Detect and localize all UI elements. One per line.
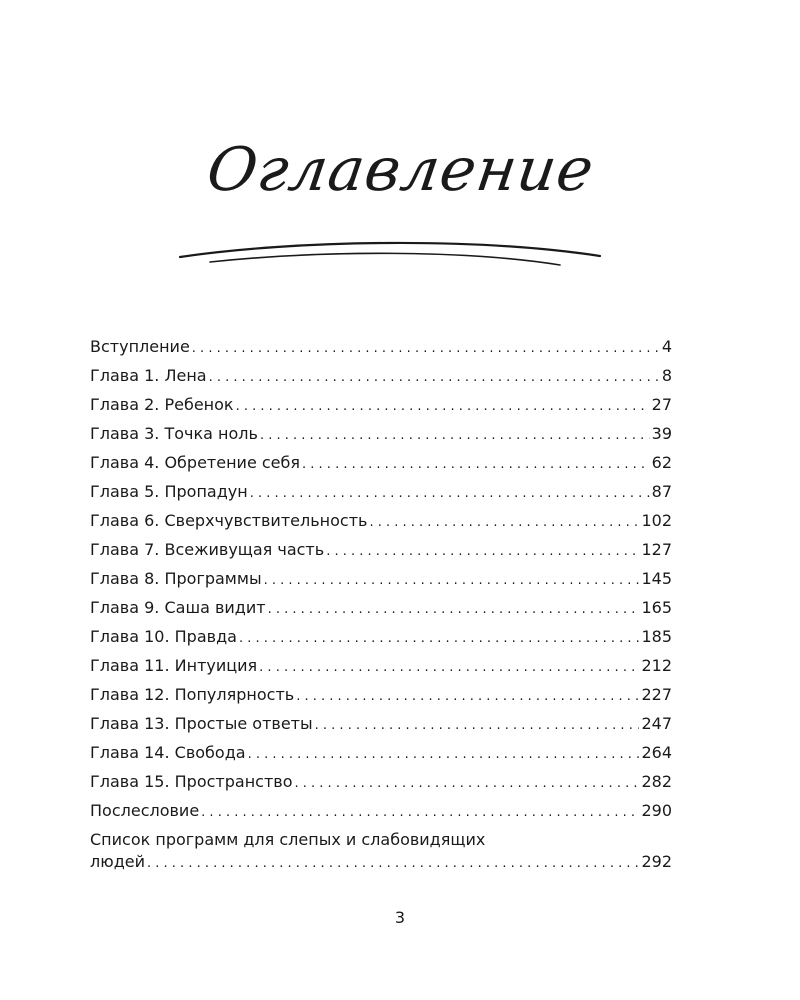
toc-item[interactable] — [90, 709, 672, 738]
toc-item[interactable] — [90, 448, 672, 477]
toc-item-label: Послесловие — [90, 801, 200, 820]
toc-item-page: 145 — [641, 569, 672, 588]
toc-item[interactable] — [90, 796, 672, 825]
toc-item-label: Глава 13. Простые ответы — [90, 714, 313, 733]
toc-item-label: Глава 4. Обретение себя — [90, 453, 301, 472]
dot-leader — [236, 390, 650, 421]
toc-item[interactable] — [90, 506, 672, 535]
dot-leader — [201, 796, 639, 827]
toc-item-label-line1: Список программ для слепых и слабовидящих — [90, 830, 486, 849]
page-number: 3 — [394, 908, 406, 927]
toc-item-label: Глава 5. Пропадун — [90, 482, 248, 501]
dot-leader — [315, 709, 640, 740]
toc-item-label: Глава 10. Правда — [90, 627, 237, 646]
toc-item[interactable] — [90, 419, 672, 448]
toc-item-page: 87 — [651, 482, 672, 501]
toc-item-label: Вступление — [90, 337, 190, 356]
dot-leader — [295, 767, 640, 798]
toc-item-page: 39 — [651, 424, 672, 443]
toc-item-page: 102 — [641, 511, 672, 530]
toc-item[interactable] — [90, 361, 672, 390]
toc-item[interactable] — [90, 829, 672, 875]
toc-item-label: Глава 9. Саша видит — [90, 598, 266, 617]
dot-leader — [259, 651, 639, 682]
dot-leader — [264, 564, 640, 595]
toc-item-label: Глава 11. Интуиция — [90, 656, 258, 675]
toc-item-label: Глава 6. Сверхчувствительность — [90, 511, 368, 530]
toc-item[interactable] — [90, 680, 672, 709]
toc-item-label: Глава 3. Точка ноль — [90, 424, 258, 443]
toc-item[interactable] — [90, 767, 672, 796]
page-title: Оглавление — [202, 135, 599, 205]
dot-leader — [260, 419, 650, 450]
dot-leader — [248, 738, 640, 769]
dot-leader — [369, 506, 639, 537]
toc-item-label: Глава 12. Популярность — [90, 685, 295, 704]
toc-item-page: 165 — [641, 598, 672, 617]
toc-item[interactable] — [90, 332, 672, 361]
dot-leader — [192, 332, 660, 363]
toc-item[interactable] — [90, 593, 672, 622]
toc-item-page: 212 — [641, 656, 672, 675]
toc-item-label: Глава 2. Ребенок — [90, 395, 234, 414]
decorative-swash — [175, 232, 605, 272]
dot-leader — [326, 535, 639, 566]
toc-item-label-line2-row — [90, 851, 672, 875]
toc-item-label: Глава 15. Пространство — [90, 772, 293, 791]
toc-item-page: 282 — [641, 772, 672, 791]
toc-item-page: 264 — [641, 743, 672, 762]
toc-item[interactable] — [90, 651, 672, 680]
toc-item-page: 27 — [651, 395, 672, 414]
toc-item[interactable] — [90, 738, 672, 767]
dot-leader — [239, 622, 640, 653]
toc-item-label: Глава 14. Свобода — [90, 743, 246, 762]
toc-item-page: 4 — [661, 337, 672, 356]
toc-item-page: 290 — [641, 801, 672, 820]
toc-item-page: 227 — [641, 685, 672, 704]
dot-leader — [250, 477, 650, 508]
dot-leader — [268, 593, 640, 624]
table-of-contents — [90, 332, 672, 875]
toc-item-page: 247 — [641, 714, 672, 733]
toc-item-page: 292 — [641, 852, 672, 871]
toc-item[interactable] — [90, 390, 672, 419]
toc-item-page: 8 — [661, 366, 672, 385]
dot-leader — [147, 851, 639, 875]
toc-item-page: 62 — [651, 453, 672, 472]
toc-item[interactable] — [90, 535, 672, 564]
dot-leader — [209, 361, 660, 392]
toc-item-label: Глава 8. Программы — [90, 569, 262, 588]
toc-item-label: Глава 7. Всеживущая часть — [90, 540, 325, 559]
toc-item[interactable] — [90, 564, 672, 593]
toc-item-label: Глава 1. Лена — [90, 366, 207, 385]
dot-leader — [302, 448, 650, 479]
toc-item[interactable] — [90, 622, 672, 651]
toc-item-page: 127 — [641, 540, 672, 559]
toc-item-label-line2: людей — [90, 852, 145, 871]
toc-item[interactable] — [90, 477, 672, 506]
toc-item-page: 185 — [641, 627, 672, 646]
dot-leader — [296, 680, 639, 711]
